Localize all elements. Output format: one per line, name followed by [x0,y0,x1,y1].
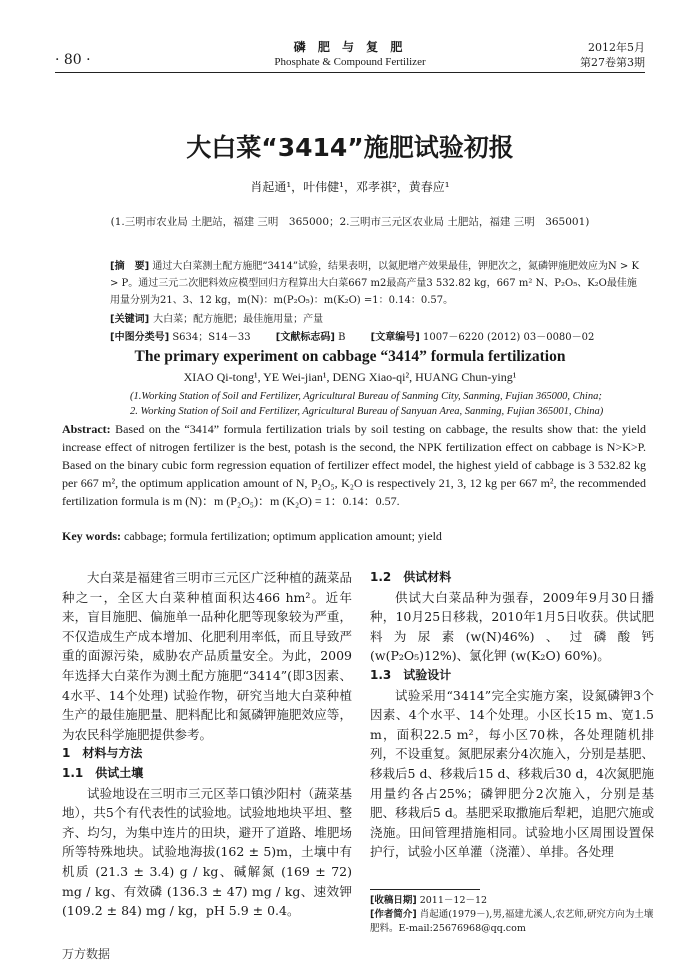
clc-value: S634；S14－33 [172,332,251,343]
article-title: 大白菜“3414”施肥试验初报 [186,133,514,162]
author-bio-label: [作者简介] [370,909,417,920]
english-keywords-text: cabbage; formula fertilization; optimum application amount; yield [124,529,442,543]
intro-paragraph: 大白菜是福建省三明市三元区广泛种植的蔬菜品种之一，全区大白菜种植面积达466 hm²。近年来，盲目施肥、偏施单一品种化肥等现象较为严重，不仅造成生产成本增加、化肥利用率低，而且导致严重的面源污染，威胁农产品质量安全。为此，2009年选择大白菜作为测土配方施肥“3414”(即3因素、4水平、14个处理) 试验作物，研究当地大白菜种植生产的最佳施肥量、肥料配比和氮磷钾施肥效应等，为农民科学施肥提供参考。 [62,570,352,742]
issue-date: 2012年5月 [588,41,645,54]
clc-label: [中图分类号] [110,332,170,343]
classification-line [110,328,645,343]
author-bio: 肖起通(1979－),男,福建尤溪人,农艺师,研究方向为土壤肥料。E-mail:25676968@qq.com [370,909,654,934]
section-1-1-heading: 1.1 供试土壤 [62,765,144,780]
section-1-2-heading: 1.2 供试材料 [370,570,452,584]
english-keywords-label: Key words: [62,529,121,543]
english-abstract [62,420,646,510]
abstract-label: [摘 要] [110,261,150,272]
watermark: 万方数据 [62,947,111,961]
article-no-value: 1007－6220 (2012) 03－0080－02 [422,332,595,343]
keywords-label: [关键词] [110,314,150,325]
issue-info [580,40,645,70]
section-1-2-paragraph: 供试大白菜品种为强春，2009年9月30日播种，10月25日移栽，2010年1月5日收获。供试肥料为尿素(w(N)46%)、过磷酸钙 (w(P₂O₅)12%)、氯化钾 (w(K₂O) 60%)。 [370,589,654,664]
section-1-3-paragraph: 试验采用“3414”完全实施方案，设氮磷钾3个因素、4个水平、14个处理。小区长15 m、宽1.5 m，面积22.5 m²，每小区70株，各处理随机排列，不设重复。氮肥尿素分4次施入，分别是基肥、移栽后5 d、移栽后15 d、移栽后30 d，4次氮肥施用量约各占25%；磷钾肥分2次施入，分别是基肥、移栽后5 d。基肥采取撒施后犁耙，追肥穴施或浇施。田间管理措施相同。试验地小区周围设置保护行，试验小区单灌（浇灌）、单排。各处理 [370,687,654,860]
issue-volume: 第27卷第3期 [580,56,645,69]
english-affiliation-1: (1.Working Station of Soil and Fertilizer, Agricultural Bureau of Sanming City, Sanming, Fujian 365000, China; [130,391,602,402]
footnote-rule [370,889,480,890]
received-label: [收稿日期] [370,895,417,906]
english-title: The primary experiment on cabbage “3414” formula fertilization [134,348,566,365]
section-1-3-heading: 1.3 试验设计 [370,667,452,682]
journal-name-en: Phosphate & Compound Fertilizer [274,56,426,68]
keywords-text: 大白菜；配方施肥；最佳施用量；产量 [153,314,324,325]
article-authors: 肖起通¹，叶伟健¹，邓孝祺²，黄春应¹ [250,180,450,194]
page-number: · 80 · [55,52,91,68]
header-rule [55,72,645,73]
doc-code-value: B [338,332,346,343]
english-abstract-label: Abstract: [62,422,111,436]
article-affiliation: (1.三明市农业局 土肥站，福建 三明 365000；2.三明市三元区农业局 土肥站，福建 三明 365001) [110,216,590,228]
keywords-cn [110,310,645,325]
english-abstract-text: Based on the “3414” formula fertilization trials by soil testing on cabbage, the results show that: the yield increase effect of nitrogen fertilizer is the best, potash is the second, the NPK fertilization effect on cabbage is N>K>P. Based on the binary cubic form regression equation of fertilizer effect model, the highest yield of cabbage is 3 532.82 kg per 667 m², the optimum application amount of N, P₂O₅, K₂O is respectively 21, 3, 12 kg per 667 m², the recommended fertilization formula is m (N)：m (P₂O₅)：m (K₂O) = 1：0.14：0.57. [62,422,647,508]
abstract-text: 通过大白菜测土配方施肥“3414”试验，结果表明，以氮肥增产效果最佳，钾肥次之，氮磷钾施肥效应为N > K > P。通过三元二次肥料效应模型回归方程算出大白菜667 m2最高产量3 532.82 kg，667 m² N、P₂O₅、K₂O最佳施用量分别为21、3、12 kg，m(N)：m(P₂O₅)：m(K₂O) =1：0.14：0.57。 [110,261,639,306]
section-1-heading: 1 材料与方法 [62,746,143,761]
journal-name-cn: 磷 肥 与 复 肥 [293,40,407,54]
footnote [370,894,660,936]
article-no-label: [文章编号] [370,332,420,343]
english-keywords [62,527,646,545]
english-affiliation-2: 2. Working Station of Soil and Fertilizer, Agricultural Bureau of Sanyuan Area, Sanming, Fujian 365001, China) [130,406,604,417]
body-left-column [62,568,352,921]
received-date: 2011－12－12 [419,895,488,906]
body-right-column [370,568,654,862]
doc-code-label: [文献标志码] [275,332,335,343]
section-1-1-paragraph: 试验地设在三明市三元区莘口镇沙阳村（蔬菜基地），共5个有代表性的试验地。试验地地块平坦、整齐、均匀，为集中连片的田块，避开了道路、堆肥场所等特殊地块。试验地海拔(162 ± 5)m，土壤中有机质 (21.3 ± 3.4) g / kg、碱解氮 (169 ± 72) mg / kg、有效磷 (136.3 ± 47) mg / kg、速效钾 (109.2 ± 84) mg / kg，pH 5.9 ± 0.4。 [62,785,352,919]
english-authors: XIAO Qi-tong¹, YE Wei-jian¹, DENG Xiao-qi², HUANG Chun-ying¹ [183,370,517,384]
abstract-cn [110,258,645,309]
